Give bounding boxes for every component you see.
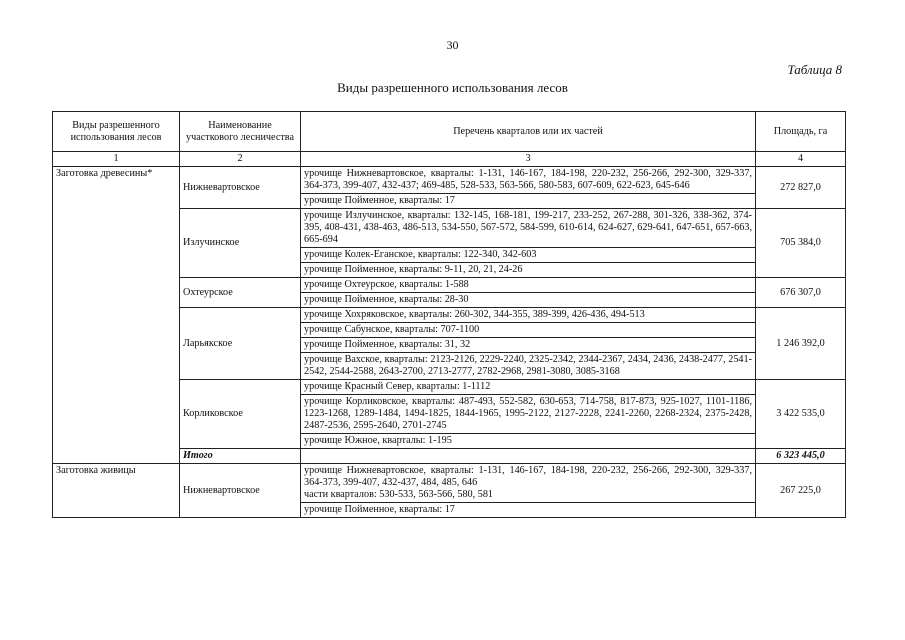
table-title: Виды разрешенного использования лесов bbox=[337, 80, 568, 95]
use-type-cell: Заготовка живицы bbox=[53, 464, 180, 518]
quarters-cell: урочище Вахское, кварталы: 2123-2126, 2229-2240, 2325-2342, 2344-2367, 2434, 2436, 2438-2477, 2541-2542, 2544-2588, 2643-2700, 2713-2777, 2782-2968, 2981-3080, 3085-3168 bbox=[301, 353, 756, 380]
quarters-cell: урочище Пойменное, кварталы: 28-30 bbox=[301, 293, 756, 308]
quarters-cell bbox=[301, 464, 756, 503]
quarters-cell: урочище Хохряковское, кварталы: 260-302, 344-355, 389-399, 426-436, 494-513 bbox=[301, 308, 756, 323]
header-quarters: Перечень кварталов или их частей bbox=[301, 112, 756, 152]
quarters-cell: урочище Нижневартовское, кварталы: 1-131, 146-167, 184-198, 220-232, 256-266, 292-300, 329-337, 364-373, 399-407, 432-437; 469-485, 528-533, 563-566, 580-583, 607-609, 622-623, 645-646 bbox=[301, 167, 756, 194]
header-use-type: Виды разрешенного использования лесов bbox=[53, 112, 180, 152]
quarters-cell: урочище Охтеурское, кварталы: 1-588 bbox=[301, 278, 756, 293]
forestry-name: Ларьякское bbox=[180, 308, 301, 380]
area-cell: 267 225,0 bbox=[756, 464, 846, 518]
header-forestry: Наименование участкового лесничества bbox=[180, 112, 301, 152]
header-area: Площадь, га bbox=[756, 112, 846, 152]
quarters-cell: урочище Южное, кварталы: 1-195 bbox=[301, 434, 756, 449]
area-cell: 272 827,0 bbox=[756, 167, 846, 209]
page-number: 30 bbox=[446, 38, 459, 52]
use-type-cell: Заготовка древесины* bbox=[53, 167, 180, 464]
area-cell: 676 307,0 bbox=[756, 278, 846, 308]
total-empty-cell bbox=[301, 449, 756, 464]
col-number-1: 1 bbox=[53, 152, 180, 167]
quarters-text: урочище Нижневартовское, кварталы: 1-131, 146-167, 184-198, 220-232, 256-266, 292-300, 329-337, 364-373, 399-407, 432-437, 484, 485, 646 bbox=[304, 465, 752, 488]
quarters-cell: урочище Красный Север, кварталы: 1-1112 bbox=[301, 380, 756, 395]
quarters-cell: урочище Пойменное, кварталы: 17 bbox=[301, 503, 756, 518]
col-number-3: 3 bbox=[301, 152, 756, 167]
col-number-2: 2 bbox=[180, 152, 301, 167]
total-area: 6 323 445,0 bbox=[756, 449, 846, 464]
quarters-cell: урочище Корликовское, кварталы: 487-493, 552-582, 630-653, 714-758, 817-873, 925-1027, 1101-1186, 1223-1268, 1289-1484, 1494-1825, 1844-1965, 1995-2122, 2127-2228, 2241-2260, 2268-2324, 2375-2428, 2487-2536, 2595-2640, 2701-2745 bbox=[301, 395, 756, 434]
quarters-cell: урочище Пойменное, кварталы: 17 bbox=[301, 194, 756, 209]
quarters-cell: урочище Пойменное, кварталы: 9-11, 20, 21, 24-26 bbox=[301, 263, 756, 278]
area-cell: 1 246 392,0 bbox=[756, 308, 846, 380]
forestry-name: Излучинское bbox=[180, 209, 301, 278]
forestry-name: Нижневартовское bbox=[180, 167, 301, 209]
forestry-name: Корликовское bbox=[180, 380, 301, 449]
forest-use-table bbox=[52, 111, 846, 518]
quarters-cell: урочище Пойменное, кварталы: 31, 32 bbox=[301, 338, 756, 353]
col-number-4: 4 bbox=[756, 152, 846, 167]
total-label: Итого bbox=[180, 449, 301, 464]
quarters-cell: урочище Излучинское, кварталы: 132-145, 168-181, 199-217, 233-252, 267-288, 301-326, 338-362, 374-395, 408-431, 438-463, 486-513, 534-550, 567-572, 584-599, 610-614, 624-627, 629-641, 647-651, 657-663, 665-694 bbox=[301, 209, 756, 248]
area-cell: 705 384,0 bbox=[756, 209, 846, 278]
table-label: Таблица 8 bbox=[787, 62, 842, 77]
forestry-name: Нижневартовское bbox=[180, 464, 301, 518]
area-cell: 3 422 535,0 bbox=[756, 380, 846, 449]
forestry-name: Охтеурское bbox=[180, 278, 301, 308]
quarters-text: части кварталов: 530-533, 563-566, 580, 581 bbox=[304, 489, 494, 500]
quarters-cell: урочище Сабунское, кварталы: 707-1100 bbox=[301, 323, 756, 338]
quarters-cell: урочище Колек-Еганское, кварталы: 122-340, 342-603 bbox=[301, 248, 756, 263]
